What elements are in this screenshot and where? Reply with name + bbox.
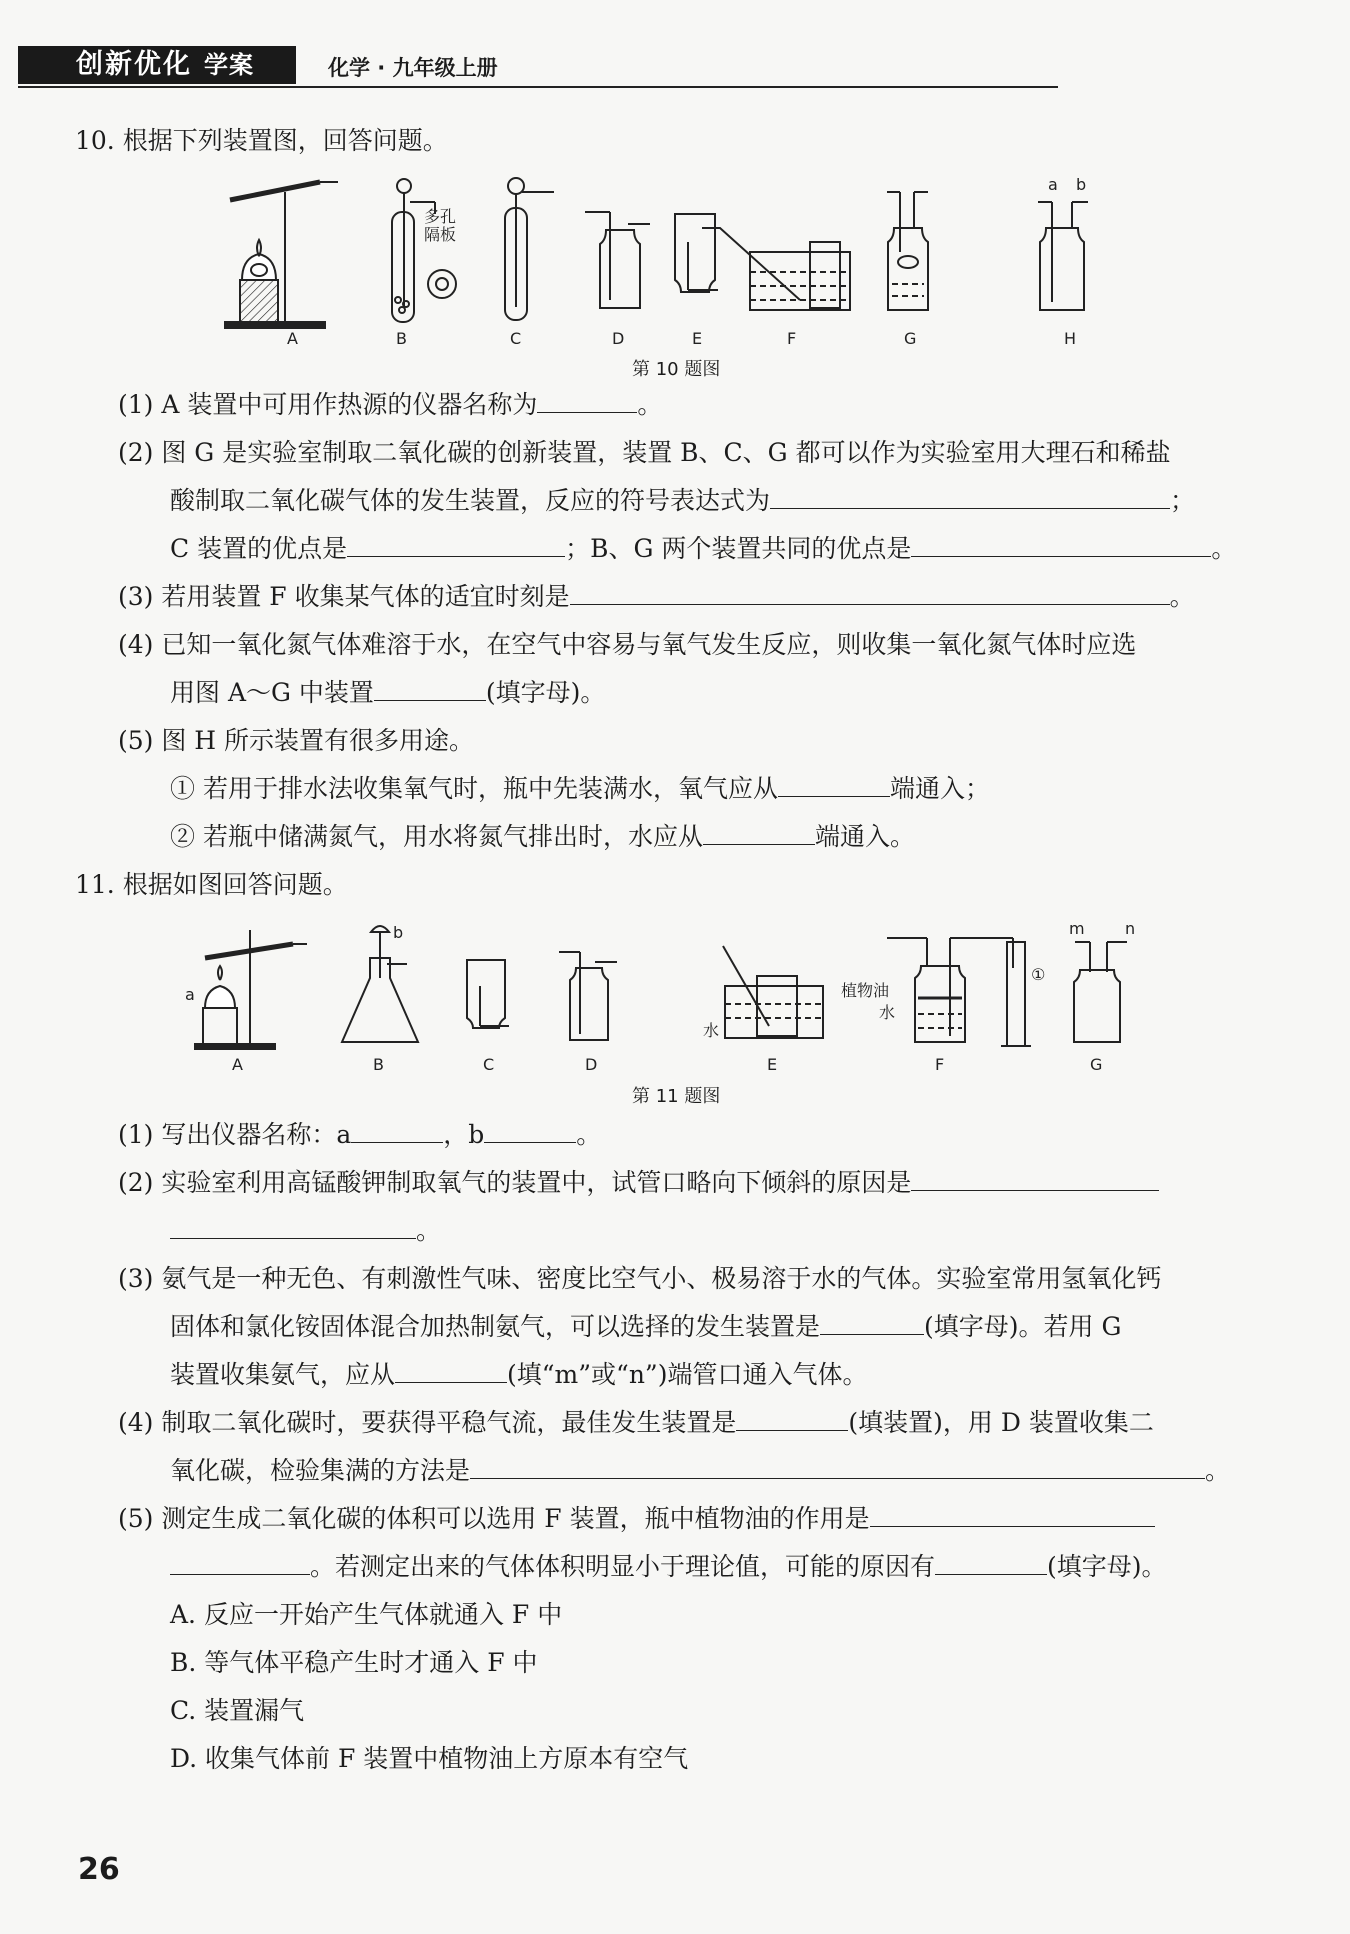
q11-s1-b-text: ，b — [443, 1120, 485, 1149]
q10-apparatus-b — [392, 179, 456, 322]
q10-s2-line1: (2) 图 G 是实验室制取二氧化碳的创新装置，装置 B、C、G 都可以作为实验室用大理石和稀盐 — [118, 438, 1171, 467]
q10-s2-text: 酸制取二氧化碳气体的发生装置，反应的符号表达式为 — [170, 486, 771, 515]
q11-apparatus-d — [559, 952, 617, 1040]
brand-title: 创新优化 — [76, 49, 192, 80]
q11-title: 11. 根据如图回答问题。 — [75, 870, 348, 899]
q11-figure — [175, 918, 1175, 1078]
q10-s5-1-blank[interactable] — [778, 772, 890, 797]
q11-s3-g-text: 装置收集氨气，应从 — [170, 1360, 396, 1389]
q11-s2-blank-1[interactable] — [911, 1166, 1159, 1191]
page-number: 26 — [78, 1852, 120, 1887]
q11-s3-text: 固体和氯化铵固体混合加热制氨气，可以选择的发生装置是 — [170, 1312, 821, 1341]
q10-apparatus-h — [1038, 202, 1088, 310]
q10-apparatus-d — [585, 212, 650, 308]
q11-label-f-water: 水 — [879, 1003, 896, 1022]
q11-s5-blank-1[interactable] — [870, 1502, 1155, 1527]
q10-s4-line1: (4) 已知一氧化氮气体难溶于水，在空气中容易与氧气发生反应，则收集一氧化氮气体时应选 — [118, 630, 1137, 659]
q11-s4-mid: (填装置)，用 D 装置收集二 — [848, 1408, 1154, 1437]
q11-s4-line1 — [118, 1406, 1154, 1440]
page-header — [18, 42, 1058, 90]
q11-s3-line2 — [170, 1310, 1121, 1344]
q11-label-oil: 植物油 — [841, 981, 890, 1000]
q11-label-b: B — [373, 1055, 384, 1074]
q10-s2-bg-end: 。 — [1211, 534, 1237, 563]
q11-label-b-pointer: b — [393, 923, 404, 942]
q11-option-b: B. 等气体平稳产生时才通入 F 中 — [170, 1648, 538, 1677]
q11-apparatus-c — [467, 960, 509, 1028]
q10-note-line1: 多孔 — [424, 207, 457, 226]
q11-apparatus-g — [1074, 942, 1127, 1042]
q10-s3 — [118, 580, 1195, 614]
q10-s4-end: (填字母)。 — [485, 678, 606, 707]
q10-s5-2-text: ② 若瓶中储满氮气，用水将氮气排出时，水应从 — [170, 822, 703, 851]
q11-s3-mid: (填字母)。若用 G — [924, 1312, 1122, 1341]
q10-label-c: C — [510, 329, 522, 348]
q10-s5-2-end: 端通入。 — [814, 822, 915, 851]
q10-s4-blank[interactable] — [374, 676, 486, 701]
header-rule — [18, 86, 1058, 88]
q10-label-h-a: a — [1048, 175, 1058, 194]
q10-s4-text: 用图 A～G 中装置 — [170, 678, 374, 707]
q11-s3-line3 — [170, 1358, 867, 1392]
q10-caption: 第 10 题图 — [632, 359, 721, 380]
q11-apparatus-f — [887, 938, 1031, 1046]
q11-apparatus-b — [342, 926, 418, 1042]
q11-s5-line2 — [170, 1550, 1167, 1584]
q10-s1-end: 。 — [637, 390, 663, 419]
q11-s5-end: (填字母)。 — [1047, 1552, 1167, 1581]
q10-s2-line2 — [170, 484, 1195, 518]
q10-s3-text: (3) 若用装置 F 收集某气体的适宜时刻是 — [118, 582, 570, 611]
q11-label-water: 水 — [703, 1021, 720, 1040]
q11-label-n: n — [1125, 919, 1136, 938]
q10-s5: (5) 图 H 所示装置有很多用途。 — [118, 726, 475, 755]
q11-s3-blank-2[interactable] — [395, 1358, 507, 1383]
brand-subtitle: 学案 — [204, 51, 254, 79]
q11-s2-text: (2) 实验室利用高锰酸钾制取氧气的装置中，试管口略向下倾斜的原因是 — [118, 1168, 912, 1197]
q10-s1 — [118, 388, 662, 422]
q11-s5-blank-3[interactable] — [935, 1550, 1047, 1575]
q11-caption: 第 11 题图 — [632, 1086, 721, 1107]
q10-label-f: F — [787, 329, 797, 348]
q11-s2-blank-2[interactable] — [170, 1214, 416, 1239]
q10-label-e: E — [692, 329, 703, 348]
q10-s5-2 — [170, 820, 915, 854]
q10-apparatus-e — [675, 214, 718, 292]
q10-figure — [220, 172, 1150, 352]
q11-label-f: F — [935, 1055, 945, 1074]
q10-s2-c-blank[interactable] — [347, 532, 565, 557]
q11-s4-end: 。 — [1205, 1456, 1231, 1485]
q10-apparatus-a — [225, 182, 338, 328]
q11-label-e: E — [767, 1055, 778, 1074]
q11-s2-line1 — [118, 1166, 1159, 1200]
q10-apparatus-g — [887, 192, 928, 310]
q11-s5-blank-2[interactable] — [170, 1550, 310, 1575]
brand-banner — [18, 46, 296, 84]
q11-option-d: D. 收集气体前 F 装置中植物油上方原本有空气 — [170, 1744, 689, 1773]
q11-s1 — [118, 1118, 601, 1152]
q10-label-g: G — [904, 329, 917, 348]
q11-s4-blank-2[interactable] — [470, 1454, 1205, 1479]
q10-note-line2: 隔板 — [424, 225, 457, 244]
q11-s1-b-blank[interactable] — [484, 1118, 576, 1143]
q11-s1-a-blank[interactable] — [351, 1118, 443, 1143]
q11-s3-blank-1[interactable] — [820, 1310, 924, 1335]
q11-s5-text: (5) 测定生成二氧化碳的体积可以选用 F 装置，瓶中植物油的作用是 — [118, 1504, 870, 1533]
q10-s2-blank[interactable] — [770, 484, 1170, 509]
q11-s2-line2 — [170, 1214, 441, 1248]
q11-s4-text: (4) 制取二氧化碳时，要获得平稳气流，最佳发生装置是 — [118, 1408, 737, 1437]
q10-s3-end: 。 — [1169, 582, 1195, 611]
q10-apparatus-f — [702, 228, 850, 310]
q11-s4-blank-1[interactable] — [736, 1406, 848, 1431]
q11-label-a-pointer: a — [185, 985, 195, 1004]
q11-label-m: m — [1069, 919, 1085, 938]
q10-label-h-b: b — [1076, 175, 1087, 194]
q10-label-h: H — [1064, 329, 1077, 348]
q10-label-d: D — [612, 329, 625, 348]
q11-s4-l2-text: 氧化碳，检验集满的方法是 — [170, 1456, 471, 1485]
q10-title: 10. 根据下列装置图，回答问题。 — [75, 126, 448, 155]
q11-s5-l2-text: 。若测定出来的气体体积明显小于理论值，可能的原因有 — [310, 1552, 936, 1581]
q10-s5-1-text: ① 若用于排水法收集氧气时，瓶中先装满水，氧气应从 — [170, 774, 778, 803]
q11-label-c: C — [483, 1055, 495, 1074]
q10-s1-text: (1) A 装置中可用作热源的仪器名称为 — [118, 390, 538, 419]
q10-label-a: A — [287, 329, 298, 348]
q10-s2-bg-text: ；B、G 两个装置共同的优点是 — [565, 534, 912, 563]
q10-label-b: B — [396, 329, 407, 348]
q11-apparatus-e — [723, 946, 823, 1038]
q11-label-d: D — [585, 1055, 598, 1074]
q11-label-circle1: ① — [1031, 965, 1046, 984]
q11-option-c: C. 装置漏气 — [170, 1696, 305, 1725]
q11-apparatus-a — [195, 930, 307, 1049]
q11-s4-line2 — [170, 1454, 1230, 1488]
q11-option-a: A. 反应一开始产生气体就通入 F 中 — [170, 1600, 563, 1629]
q10-s2-line3 — [170, 532, 1236, 566]
book-title: 化学 · 九年级上册 — [328, 56, 498, 80]
q11-label-a: A — [232, 1055, 243, 1074]
q11-label-g: G — [1090, 1055, 1103, 1074]
q11-s3-end: (填“m”或“n”)端管口通入气体。 — [507, 1360, 868, 1389]
q10-apparatus-c — [505, 178, 554, 320]
q10-s1-blank[interactable] — [537, 388, 637, 413]
q10-s5-1-end: 端通入； — [889, 774, 990, 803]
q11-s2-end: 。 — [416, 1216, 442, 1245]
q10-s2-end: ； — [1170, 486, 1196, 515]
q11-s1-end: 。 — [576, 1120, 602, 1149]
q10-s5-2-blank[interactable] — [703, 820, 815, 845]
q10-s5-1 — [170, 772, 990, 806]
q10-s4-line2 — [170, 676, 605, 710]
q11-s5-line1 — [118, 1502, 1155, 1536]
q11-s1-text: (1) 写出仪器名称：a — [118, 1120, 352, 1149]
q10-s3-blank[interactable] — [570, 580, 1170, 605]
q10-s2-bg-blank[interactable] — [911, 532, 1211, 557]
q10-s2-c-text: C 装置的优点是 — [170, 534, 348, 563]
q11-s3-line1: (3) 氨气是一种无色、有刺激性气味、密度比空气小、极易溶于水的气体。实验室常用氢氧化钙 — [118, 1264, 1162, 1293]
